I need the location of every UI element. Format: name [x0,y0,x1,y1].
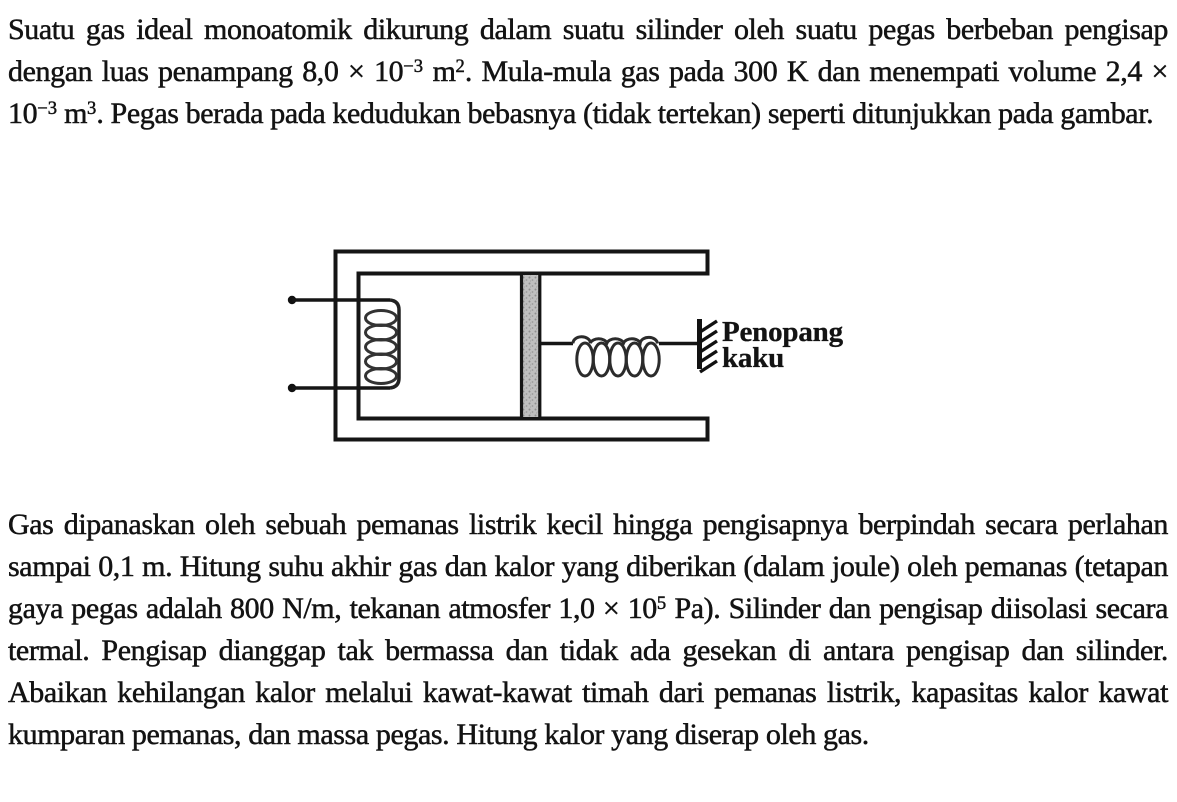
rigid-support-hatching [700,321,717,372]
rigid-support-label-line2: kaku [722,342,785,374]
text-run: . Mula-mula gas pada 300 K dan menempati volume 2,4 × 10 [8,55,1168,130]
spring [577,343,659,376]
superscript-exponent: 2 [455,55,465,77]
problem-statement-paragraph-1 [8,9,1168,135]
superscript-exponent: −3 [37,97,57,119]
text-run: . Pegas berada pada kedudukan bebasnya (tidak tertekan) seperti ditunjukkan pada gambar. [96,97,1154,130]
rigid-support-label-line1: Penopang [722,316,843,348]
text-run: m [57,97,88,130]
superscript-exponent: 3 [87,97,97,119]
superscript-exponent: −3 [403,55,424,77]
text-run: Suatu gas ideal monoatomik dikurung dalam suatu silinder oleh suatu pegas berbeban pengisap dengan luas penampang 8,0 × 10 [8,13,1168,88]
piston [522,275,539,417]
text-run: Pa). Silinder dan pengisap diisolasi secara termal. Pengisap dianggap tak bermassa dan tidak ada gesekan di antara pengisap dan silinder. Abaikan kehilangan kalor melalui kawat-kawat timah dari pemanas listrik, kapasitas kalor kawat kumparan pemanas, dan massa pegas. Hitung kalor yang diserap oleh gas. [8,592,1168,751]
text-run: Gas dipanaskan oleh sebuah pemanas listrik kecil hingga pengisapnya berpindah secara perlahan sampai 0,1 m. Hitung suhu akhir gas dan kalor yang diberikan (dalam joule) oleh pemanas (tetapan gaya pegas adalah 800 N/m, tekanan atmosfer 1,0 × 10 [8,508,1168,625]
superscript-exponent: 5 [656,592,667,614]
rigid-support-label [722,316,843,374]
problem-statement-paragraph-2 [8,504,1168,756]
text-run: m [423,55,456,88]
heater-coil [366,311,397,384]
